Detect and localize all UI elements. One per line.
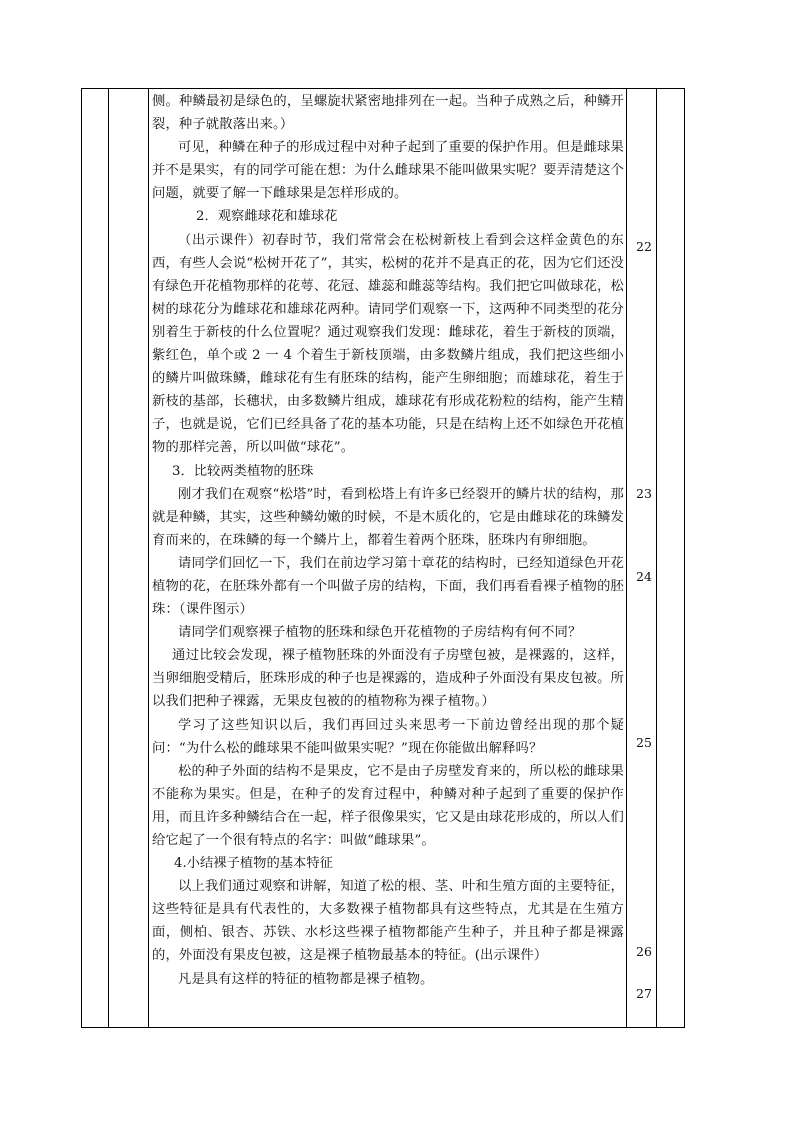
page-marker: 24 (636, 569, 652, 584)
section-heading: 3．比较两类植物的胚珠 (172, 463, 314, 479)
paragraph: 侧。种鳞最初是绿色的，呈螺旋状紧密地排列在一起。当种子成熟之后，种鳞开裂，种子就散落出来。） (152, 94, 624, 133)
section-heading: 4.小结裸子植物的基本特征 (174, 856, 333, 872)
table-column-divider (626, 89, 627, 1027)
paragraph: 刚才我们在观察“松塔”时，看到松塔上有许多已经裂开的鳞片状的结构，那就是种鳞，其实，这些种鳞幼嫩的时候，不是木质化的，它是由雌球花的珠鳞发育而来的，在珠鳞的每一个鳞片上，都着生着两个胚珠，胚珠内有卵细胞。 (152, 486, 624, 548)
page-marker: 25 (636, 735, 652, 750)
page-marker: 23 (636, 486, 652, 501)
page-marker: 26 (636, 944, 652, 959)
paragraph: 松的种子外面的结构不是果皮，它不是由子房壁发育来的，所以松的雌球果不能称为果实。但是，在种子的发育过程中，种鳞对种子起到了重要的保护作用，而且许多种鳞结合在一起，样子很像果实，它又是由球花形成的，所以人们给它起了一个很有特点的名字：叫做“雌球果”。 (152, 763, 624, 848)
table-column-divider (148, 89, 149, 1027)
paragraph: 凡是具有这样的特征的植物都是裸子植物。 (178, 971, 434, 987)
table-column-divider (656, 89, 657, 1027)
paragraph: 请同学们回忆一下，我们在前边学习第十章花的结构时，已经知道绿色开花植物的花，在胚珠外都有一个叫做子房的结构，下面，我们再看看裸子植物的胚珠：（课件图示） (152, 555, 624, 618)
paragraph: 以上我们通过观察和讲解，知道了松的根、茎、叶和生殖方面的主要特征，这些特征是具有代表性的，大多数裸子植物都具有这些特点，尤其是在生殖方面，侧柏、银杏、苏铁、水杉这些裸子植物都能产生种子，并且种子都是裸露的，外面没有果皮包被，这是裸子植物最基本的特征。(出示课件） (152, 879, 624, 964)
lesson-content (152, 90, 624, 991)
page-marker: 27 (636, 986, 652, 1001)
paragraph: 可见，种鳞在种子的形成过程中对种子起到了重要的保护作用。但是雌球果并不是果实，有的同学可能在想：为什么雌球果不能叫做果实呢？要弄清楚这个问题，就要了解一下雌球果是怎样形成的。 (152, 140, 624, 202)
section-heading: 2．观察雌球花和雄球花 (196, 209, 338, 225)
paragraph: 通过比较会发现，裸子植物胚珠的外面没有子房壁包被，是裸露的，这样，当卵细胞受精后，胚珠形成的种子也是裸露的，造成种子外面没有果皮包被。所以我们把种子裸露，无果皮包被的的植物称为裸子植物。） (152, 648, 624, 710)
page-marker: 22 (636, 239, 652, 254)
paragraph: 请同学们观察裸子植物的胚珠和绿色开花植物的子房结构有何不同？ (178, 625, 582, 641)
paragraph: （出示课件）初春时节，我们常常会在松树新枝上看到会这样金黄色的东西，有些人会说“松树开花了”，其实，松树的花并不是真正的花，因为它们还没有绿色开花植物那样的花萼、花冠、雄蕊和雌蕊等结构。我们把它叫做球花，松树的球花分为雌球花和雄球花两种。请同学们观察一下，这两种不同类型的花分别着生于新枝的什么位置呢？通过观察我们发现：雌球花，着生于新枝的顶端，紫红色，单个或 2 一 4 个着生于新枝顶端，由多数鳞片组成，我们把这些细小的鳞片叫做珠鳞，雌球花有生有胚珠的结构，能产生卵细胞；而雄球花，着生于新枝的基部，长穗状，由多数鳞片组成，雄球花有形成花粉粒的结构，能产生精子，也就是说，它们已经具备了花的基本功能，只是在结构上还不如绿色开花植物的那样完善，所以叫做“球花”。 (152, 232, 624, 456)
table-column-divider (108, 89, 109, 1027)
paragraph: 学习了这些知识以后，我们再回过头来思考一下前边曾经出现的那个疑问：“为什么松的雌球果不能叫做果实呢？”现在你能做出解释吗？ (152, 717, 624, 756)
